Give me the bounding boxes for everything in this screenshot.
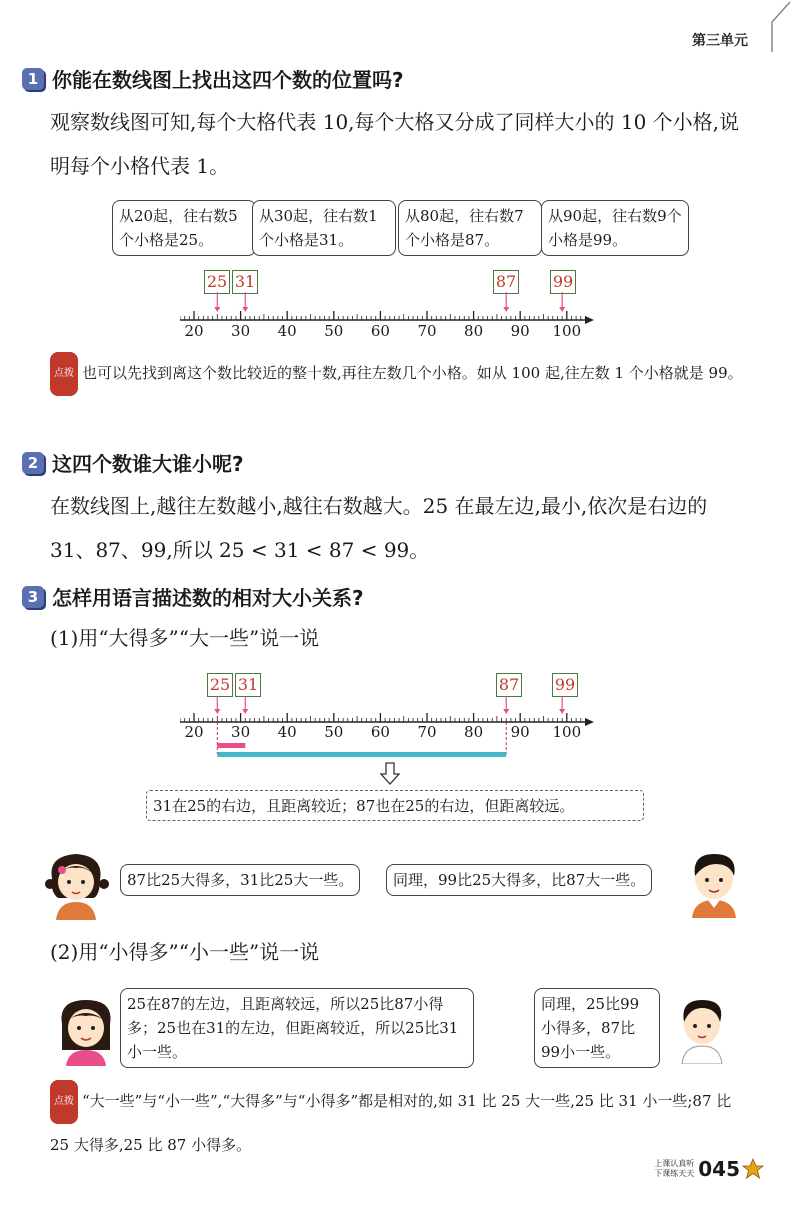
q3-tip-badge: 点拨 xyxy=(50,1080,78,1124)
girl-avatar xyxy=(44,848,110,920)
axis-label: 50 xyxy=(324,322,344,340)
q3-sub1: (1)用“大得多”“大一些”说一说 xyxy=(50,626,320,650)
axis-label: 30 xyxy=(231,723,251,741)
q3-tip-text: “大一些”与“小一些”,“大得多”与“小得多”都是相对的,如 31 比 25 大一些,25 比 31 小一些;87 比 25 大得多,25 比 87 小得多。 xyxy=(50,1092,732,1154)
slogan-top: 上课认真听 xyxy=(654,1159,695,1168)
q3-mark-87: 87 xyxy=(496,673,522,697)
q1-bubble-25: 从20起，往右数5个小格是25。 xyxy=(112,200,256,256)
mark-arrowhead xyxy=(503,709,509,714)
mark-arrowhead xyxy=(242,307,248,312)
boy-speech-2: 同理，25比99小得多，87比99小一些。 xyxy=(534,988,660,1068)
down-arrow-icon xyxy=(380,762,400,786)
axis-label: 20 xyxy=(184,322,204,340)
axis-label: 90 xyxy=(510,723,530,741)
q3-mark-25: 25 xyxy=(207,673,233,697)
q2-number: 2 xyxy=(22,452,44,474)
slogan-bottom: 下课练天天 xyxy=(654,1169,695,1178)
girl-speech-2: 25在87的左边，且距离较远，所以25比87小得多；25也在31的左边，但距离较近，所以25比31小一些。 xyxy=(120,988,474,1068)
mark-arrowhead xyxy=(559,307,565,312)
mark-arrowhead xyxy=(559,709,565,714)
q3-heading xyxy=(22,582,364,611)
q3-tip xyxy=(50,1080,750,1166)
axis-label: 90 xyxy=(510,322,530,340)
mark-arrowhead xyxy=(214,709,220,714)
q1-tip xyxy=(50,352,750,396)
q1-title: 你能在数线图上找出这四个数的位置吗? xyxy=(52,68,404,92)
mark-arrowhead xyxy=(503,307,509,312)
q3-axis-labels xyxy=(0,723,800,745)
axis-label: 40 xyxy=(277,723,297,741)
page-number: 045 xyxy=(698,1157,740,1181)
q3-mark-31: 31 xyxy=(235,673,261,697)
axis-label: 80 xyxy=(464,322,484,340)
q1-mark-87: 87 xyxy=(493,270,519,294)
q1-mark-25: 25 xyxy=(204,270,230,294)
boy-avatar xyxy=(682,846,746,918)
page-footer xyxy=(654,1157,764,1181)
axis-label: 20 xyxy=(184,723,204,741)
q1-tip-badge: 点拨 xyxy=(50,352,78,396)
axis-label: 30 xyxy=(231,322,251,340)
boy-avatar-2 xyxy=(672,992,732,1064)
corner-decoration xyxy=(752,0,792,52)
girl-avatar-2 xyxy=(54,994,118,1066)
mark-arrowhead xyxy=(242,709,248,714)
slogan xyxy=(654,1159,694,1179)
q1-paragraph: 观察数线图可知,每个大格代表 10,每个大格又分成了同样大小的 10 个小格,说明每个小格代表 1。 xyxy=(50,110,740,178)
q1-bubble-87: 从80起，往右数7个小格是87。 xyxy=(398,200,542,256)
axis-label: 70 xyxy=(417,723,437,741)
axis-label: 70 xyxy=(417,322,437,340)
q1-mark-99: 99 xyxy=(550,270,576,294)
q3-conclusion: 31在25的右边，且距离较近；87也在25的右边，但距离较远。 xyxy=(146,790,644,821)
q1-bubble-99: 从90起，往右数9个小格是99。 xyxy=(541,200,689,256)
q3-number: 3 xyxy=(22,586,44,608)
q1-number: 1 xyxy=(22,68,44,90)
axis-label: 50 xyxy=(324,723,344,741)
unit-title: 第三单元 xyxy=(692,33,748,49)
axis-label: 80 xyxy=(464,723,484,741)
span-25-87 xyxy=(217,752,506,757)
q3-sub2: (2)用“小得多”“小一些”说一说 xyxy=(50,940,320,964)
mark-arrowhead xyxy=(214,307,220,312)
q3-title: 怎样用语言描述数的相对大小关系? xyxy=(52,586,364,610)
boy-speech-1: 同理，99比25大得多，比87大一些。 xyxy=(386,864,652,896)
q1-axis-labels xyxy=(0,322,800,344)
q2-paragraph: 在数线图上,越往左数越小,越往右数越大。25 在最左边,最小,依次是右边的 31、87、99,所以 25 < 31 < 87 < 99。 xyxy=(50,494,708,562)
axis-label: 100 xyxy=(552,322,582,340)
axis-label: 60 xyxy=(370,723,390,741)
q1-bubble-31: 从30起，往右数1个小格是31。 xyxy=(252,200,396,256)
q1-mark-31: 31 xyxy=(232,270,258,294)
q2-heading xyxy=(22,448,244,477)
girl-speech-1: 87比25大得多，31比25大一些。 xyxy=(120,864,360,896)
axis-label: 100 xyxy=(552,723,582,741)
star-icon xyxy=(742,1158,764,1180)
q3-mark-99: 99 xyxy=(552,673,578,697)
q2-title: 这四个数谁大谁小呢? xyxy=(52,452,244,476)
axis-label: 60 xyxy=(370,322,390,340)
q1-tip-text: 也可以先找到离这个数比较近的整十数,再往左数几个小格。如从 100 起,往左数 1 个小格就是 99。 xyxy=(82,364,743,382)
q1-heading xyxy=(22,64,404,93)
axis-label: 40 xyxy=(277,322,297,340)
